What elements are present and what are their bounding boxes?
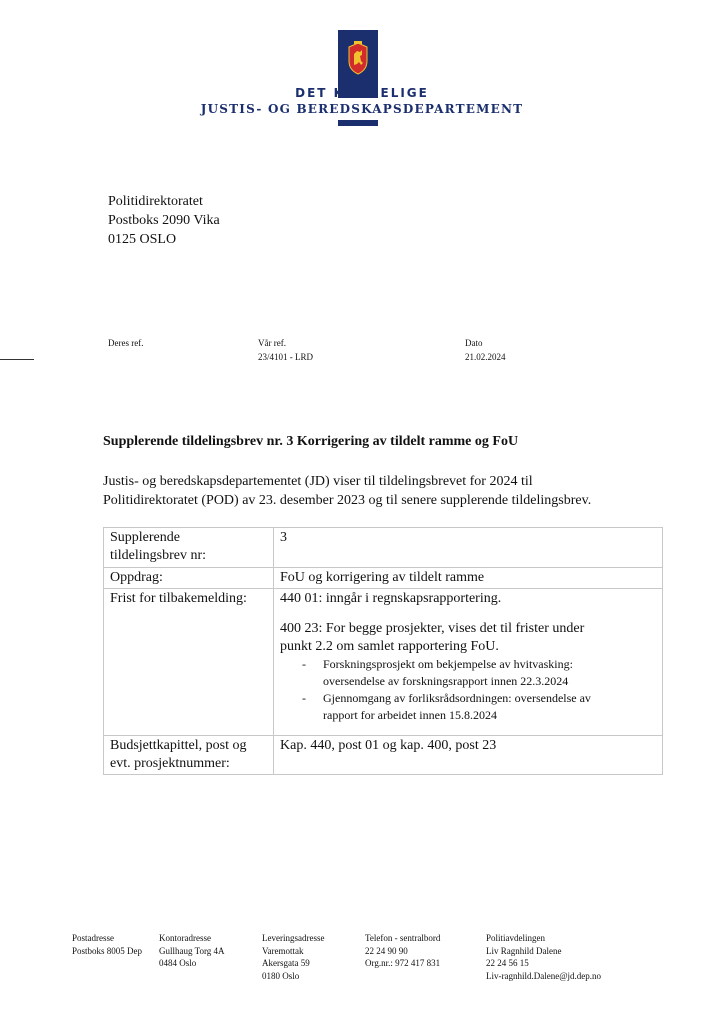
list-item bbox=[280, 656, 656, 690]
footer-line: 22 24 56 15 bbox=[486, 958, 529, 968]
deadline-text bbox=[280, 620, 656, 656]
table-value-cell: 3 bbox=[274, 528, 663, 568]
letterhead-line1: DET KONGELIGE bbox=[295, 86, 429, 100]
table-key-cell: Frist for tilbakemelding: bbox=[104, 589, 274, 736]
footer-line: Postboks 8005 Dep bbox=[72, 945, 143, 956]
table-value-cell: FoU og korrigering av tildelt ramme bbox=[274, 568, 663, 589]
footer-office bbox=[159, 932, 225, 970]
list-item-line: rapport for arbeidet innen 15.8.2024 bbox=[323, 708, 497, 722]
footer-line: Telefon - sentralbord bbox=[365, 933, 441, 943]
table-row bbox=[104, 528, 663, 568]
table-row bbox=[104, 589, 663, 736]
key-line: Budsjettkapittel, post og bbox=[110, 738, 247, 753]
addressee-line: Politidirektoratet bbox=[108, 194, 203, 209]
footer-line: Kontoradresse bbox=[159, 933, 211, 943]
list-item-line: Forskningsprosjekt om bekjempelse av hvitvasking: bbox=[323, 657, 573, 671]
dash-bullet: - bbox=[302, 691, 306, 705]
footer-line: Gullhaug Torg 4A bbox=[159, 945, 225, 956]
table-key-cell bbox=[104, 736, 274, 775]
date-label: Dato bbox=[465, 338, 483, 348]
date-value: 21.02.2024 bbox=[465, 352, 506, 362]
table-row bbox=[104, 568, 663, 589]
deadline-line: punkt 2.2 om samlet rapportering FoU. bbox=[280, 639, 499, 654]
intro-paragraph bbox=[103, 472, 663, 510]
crest-underline bbox=[338, 120, 378, 126]
footer-line: Org.nr.: 972 417 831 bbox=[365, 958, 441, 968]
norwegian-coat-of-arms-icon bbox=[345, 41, 371, 75]
dash-bullet: - bbox=[302, 657, 306, 671]
footer-contact bbox=[486, 932, 601, 982]
your-ref-label: Deres ref. bbox=[108, 338, 144, 348]
letterhead bbox=[0, 20, 724, 130]
key-line: evt. prosjektnummer: bbox=[110, 756, 230, 771]
table-key-cell bbox=[104, 528, 274, 568]
addressee-line: Postboks 2090 Vika bbox=[108, 213, 220, 228]
list-item bbox=[280, 690, 656, 724]
addressee-block bbox=[108, 192, 220, 249]
addressee-line: 0125 OSLO bbox=[108, 232, 177, 247]
footer-line: Politiavdelingen bbox=[486, 933, 545, 943]
deadline-line: 400 23: For begge prosjekter, vises det til frister under bbox=[280, 621, 585, 636]
allocation-table bbox=[103, 527, 663, 775]
fold-mark bbox=[0, 359, 34, 360]
footer-line: Leveringsadresse bbox=[262, 933, 325, 943]
intro-line: Justis- og beredskapsdepartementet (JD) viser til tildelingsbrevet for 2024 til bbox=[103, 474, 533, 489]
letterhead-ministry: JUSTIS- OG BEREDSKAPSDEPARTEMENT bbox=[200, 102, 524, 116]
footer-line: 0180 Oslo bbox=[262, 970, 300, 981]
footer-line: Liv-ragnhild.Dalene@jd.dep.no bbox=[486, 970, 602, 981]
footer-postal bbox=[72, 932, 142, 957]
table-key-cell: Oppdrag: bbox=[104, 568, 274, 589]
our-ref bbox=[258, 336, 313, 364]
footer-line: Postadresse bbox=[72, 933, 114, 943]
our-ref-value: 23/4101 - LRD bbox=[258, 352, 313, 362]
table-row bbox=[104, 736, 663, 775]
intro-line: Politidirektoratet (POD) av 23. desember 2023 og til senere supplerende tildelingsbrev. bbox=[103, 493, 592, 508]
footer-line: Varemottak bbox=[262, 945, 304, 956]
deadline-text: 440 01: inngår i regnskapsrapportering. bbox=[280, 591, 502, 606]
footer-delivery bbox=[262, 932, 324, 982]
date-ref bbox=[465, 336, 506, 364]
your-ref bbox=[108, 336, 143, 350]
footer-line: 22 24 90 90 bbox=[365, 945, 408, 956]
our-ref-label: Vår ref. bbox=[258, 338, 286, 348]
list-item-line: Gjennomgang av forliksrådsordningen: oversendelse av bbox=[323, 691, 591, 705]
footer-line: Akersgata 59 bbox=[262, 958, 310, 968]
footer-line: 0484 Oslo bbox=[159, 958, 197, 968]
table-value-cell: Kap. 440, post 01 og kap. 400, post 23 bbox=[274, 736, 663, 775]
footer-line: Liv Ragnhild Dalene bbox=[486, 945, 562, 956]
key-line: Supplerende bbox=[110, 530, 180, 545]
table-value-cell bbox=[274, 589, 663, 736]
list-item-line: oversendelse av forskningsrapport innen 22.3.2024 bbox=[323, 674, 569, 688]
key-line: tildelingsbrev nr: bbox=[110, 548, 207, 563]
letter-subject: Supplerende tildelingsbrev nr. 3 Korrigering av tildelt ramme og FoU bbox=[103, 434, 519, 449]
deadline-list bbox=[280, 656, 656, 734]
footer-phone bbox=[365, 932, 440, 970]
